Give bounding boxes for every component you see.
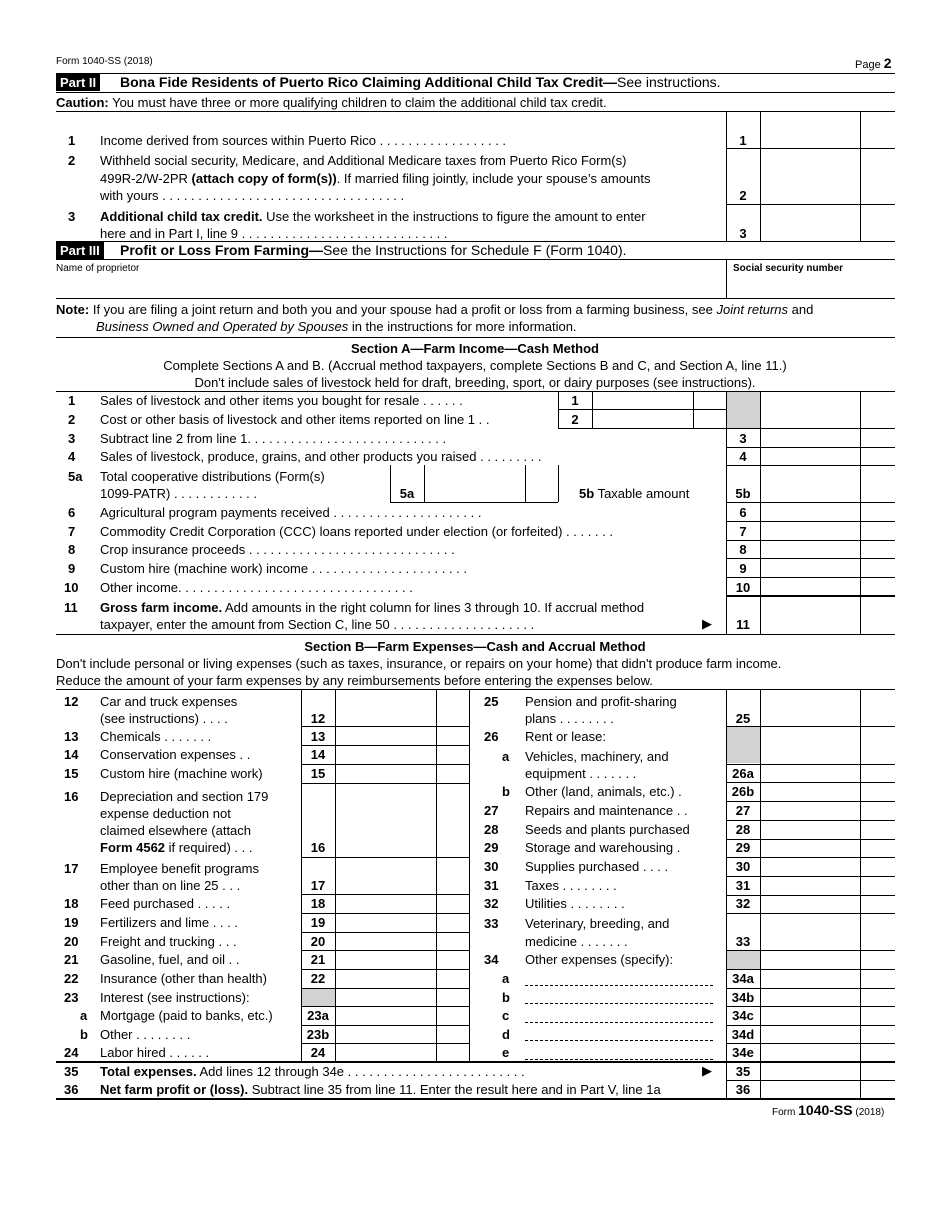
sb-line26b-text: Other (land, animals, etc.) . xyxy=(525,784,682,799)
sb-line15-box: 15 xyxy=(310,766,326,781)
sb-line24-amount[interactable] xyxy=(336,1044,436,1061)
sb-line23b-label: Other xyxy=(100,1027,133,1042)
p2-line2-text-a: Withheld social security, Medicare, and Additional Medicare taxes from Puerto Rico Form(s) xyxy=(100,153,627,168)
sb-line23b-text: Other . . . . . . . . xyxy=(100,1027,191,1042)
sb-line18-label: Feed purchased xyxy=(100,896,194,911)
sb-line26a-label-b: equipment xyxy=(525,766,586,781)
sb-line28-box: 28 xyxy=(735,822,751,837)
sa-line7-label: Commodity Credit Corporation (CCC) loans reported under election (or forfeited) xyxy=(100,524,563,539)
sb-line25-num: 25 xyxy=(484,694,499,709)
sa-line8-amount[interactable] xyxy=(761,541,860,558)
sb-line18-amount[interactable] xyxy=(336,895,436,912)
sa-line9-box: 9 xyxy=(739,561,747,576)
form-id-header: Form 1040-SS (2018) xyxy=(56,56,153,67)
sb-line24-text: Labor hired . . . . . . xyxy=(100,1045,210,1060)
note-line-b xyxy=(96,319,577,334)
p2-line2-label-c: with yours xyxy=(100,188,159,203)
sb-line29-label: Storage and warehousing xyxy=(525,840,674,855)
sb-line27-text: Repairs and maintenance . . xyxy=(525,803,688,818)
part2-title xyxy=(120,74,721,91)
sb-line18-num: 18 xyxy=(64,896,79,911)
sa-line11-text-b: taxpayer, enter the amount from Section C, line 50 . . . . . . . . . . . . . . . . . . . . xyxy=(100,617,535,632)
sb-line22-text: Insurance (other than health) xyxy=(100,971,267,986)
sb-line18-text: Feed purchased . . . . . xyxy=(100,896,231,911)
sb-line30-num: 30 xyxy=(484,859,499,874)
sa-line3-amount[interactable] xyxy=(761,429,860,446)
sb-line23b-box: 23b xyxy=(306,1027,330,1042)
sb-line34b-amount[interactable] xyxy=(761,989,860,1006)
sb-line12-amount[interactable] xyxy=(336,690,436,725)
sb-line32-text: Utilities . . . . . . . . xyxy=(525,896,625,911)
sb-line24-label: Labor hired xyxy=(100,1045,166,1060)
p2-line2-text-b2: . If married filing jointly, include your spouse’s amounts xyxy=(336,171,651,186)
p2-line1-amount[interactable] xyxy=(761,112,860,148)
sa-line1-box: 1 xyxy=(571,393,579,408)
sb-line25-text-b: plans . . . . . . . . xyxy=(525,711,614,726)
sb-line34c-specify[interactable] xyxy=(525,1022,713,1023)
sb-line20-amount[interactable] xyxy=(336,933,436,950)
sb-line14-text: Conservation expenses . . xyxy=(100,747,251,762)
note-text-a: If you are filing a joint return and both you and your spouse had a profit or loss from a farming business, see xyxy=(89,302,717,317)
sa-line1-num: 1 xyxy=(68,393,76,408)
sa-line11-text-a xyxy=(100,600,644,615)
sb-line16-label-d: if required) xyxy=(165,840,231,855)
sa-line8-box: 8 xyxy=(739,542,747,557)
sb-line34d-amount[interactable] xyxy=(761,1026,860,1043)
sa-line11-num: 11 xyxy=(64,600,78,615)
sa-line7-text: Commodity Credit Corporation (CCC) loans reported under election (or forfeited) . . . . . . . xyxy=(100,524,613,539)
sb-line31-num: 31 xyxy=(484,878,499,893)
sb-line26b-letter: b xyxy=(502,784,510,799)
sb-line26a-text-b: equipment . . . . . . . xyxy=(525,766,637,781)
sa-line10-amount[interactable] xyxy=(761,578,860,595)
sb-line30-box: 30 xyxy=(735,859,751,874)
sa-line5b-box: 5b xyxy=(735,486,751,501)
sb-line30-text: Supplies purchased . . . . xyxy=(525,859,669,874)
sb-line19-box: 19 xyxy=(310,915,326,930)
sa-line4-label: Sales of livestock, produce, grains, and other products you raised xyxy=(100,449,477,464)
p2-line3-amount[interactable] xyxy=(761,205,860,241)
sb-line36-label: Subtract line 35 from line 11. Enter the result here and in Part V, line 1a xyxy=(248,1082,661,1097)
sa-line6-num: 6 xyxy=(68,505,76,520)
sb-line19-label: Fertilizers and lime xyxy=(100,915,210,930)
sb-line33-num: 33 xyxy=(484,916,499,931)
note-italic-a: Joint returns xyxy=(716,302,789,317)
p2-line3-label-a: Use the worksheet in the instructions to figure the amount to enter xyxy=(262,209,646,224)
part3-title xyxy=(120,242,627,259)
sb-line23b-letter: b xyxy=(80,1027,88,1042)
part2-caution xyxy=(56,95,607,110)
sb-line26a-text-a: Vehicles, machinery, and xyxy=(525,749,669,764)
sb-line14-label: Conservation expenses xyxy=(100,747,236,762)
sb-line18-box: 18 xyxy=(310,896,326,911)
section-a-sub1: Complete Sections A and B. (Accrual method taxpayers, complete Sections B and C, and Section A, line 11.) xyxy=(163,358,787,373)
sa-line5a-amount[interactable] xyxy=(425,466,525,501)
caution-label: Caution: xyxy=(56,95,109,110)
sb-line32-box: 32 xyxy=(735,896,751,911)
sb-line26-num: 26 xyxy=(484,729,499,744)
sb-line17-label-b: other than on line 25 xyxy=(100,878,219,893)
sb-line25-label-b: plans xyxy=(525,711,557,726)
p2-line3-text-a xyxy=(100,209,646,224)
sa-line9-amount[interactable] xyxy=(761,559,860,576)
footer-form-num: 1040-SS xyxy=(798,1102,853,1118)
sb-line23-num: 23 xyxy=(64,990,79,1005)
sb-line22-num: 22 xyxy=(64,971,79,986)
sa-line4-num: 4 xyxy=(68,449,76,464)
sb-line36-amount[interactable] xyxy=(761,1081,860,1098)
sa-line5b-text xyxy=(579,486,689,501)
sb-line36-box: 36 xyxy=(735,1082,751,1097)
p2-line3-text-b: here and in Part I, line 9 . . . . . . . . . . . . . . . . . . . . . . . . . . . . . xyxy=(100,226,448,241)
sa-line2-num: 2 xyxy=(68,412,76,427)
sa-line2-text: Cost or other basis of livestock and other items reported on line 1 . . xyxy=(100,412,490,427)
page-number: 2 xyxy=(883,55,892,71)
part3-title-bold: Profit or Loss From Farming— xyxy=(120,242,324,258)
sb-line20-text: Freight and trucking . . . xyxy=(100,934,237,949)
sa-line11-label-a: Add amounts in the right column for lines 3 through 10. If accrual method xyxy=(222,600,645,615)
sa-line5b-label: 5b xyxy=(579,486,595,501)
sa-line1-text: Sales of livestock and other items you bought for resale . . . . . . xyxy=(100,393,463,408)
sb-line29-amount[interactable] xyxy=(761,840,860,857)
sb-line14-num: 14 xyxy=(64,747,79,762)
sb-line21-num: 21 xyxy=(64,952,79,967)
sb-line12-label-b: (see instructions) xyxy=(100,711,199,726)
sb-line20-label: Freight and trucking xyxy=(100,934,215,949)
sa-line2-box: 2 xyxy=(571,412,579,427)
sa-line9-num: 9 xyxy=(68,561,76,576)
footer-form-word: Form xyxy=(772,1107,796,1118)
sb-line34e-specify[interactable] xyxy=(525,1059,713,1060)
sa-line9-label: Custom hire (machine work) income xyxy=(100,561,309,576)
sa-line5a-text-a: Total cooperative distributions (Form(s) xyxy=(100,469,325,484)
sb-line33-text-a: Veterinary, breeding, and xyxy=(525,916,670,931)
sb-line34a-specify[interactable] xyxy=(525,985,713,986)
sb-line16-text-b: expense deduction not xyxy=(100,806,231,821)
sb-line13-text: Chemicals . . . . . . . xyxy=(100,729,212,744)
sa-line5a-label-b: 1099-PATR) xyxy=(100,486,171,501)
sb-line31-box: 31 xyxy=(735,878,751,893)
sb-line13-num: 13 xyxy=(64,729,79,744)
sb-line17-num: 17 xyxy=(64,861,79,876)
sb-line35-bold: Total expenses. xyxy=(100,1064,197,1079)
sa-line6-text: Agricultural program payments received . . . . . . . . . . . . . . . . . . . . . xyxy=(100,505,482,520)
p2-line2-num: 2 xyxy=(68,153,76,168)
p2-line3-box: 3 xyxy=(739,226,747,241)
ssn-label: Social security number xyxy=(733,263,844,274)
sb-line28-amount[interactable] xyxy=(761,821,860,838)
caution-text: You must have three or more qualifying children to claim the additional child tax credit. xyxy=(108,95,607,110)
sb-line35-text: Total expenses. Add lines 12 through 34e . . . . . . . . . . . . . . . . . . . . . . . . . xyxy=(100,1064,525,1079)
sb-line34e-box: 34e xyxy=(732,1045,754,1060)
sb-line27-num: 27 xyxy=(484,803,499,818)
sb-line24-box: 24 xyxy=(310,1045,326,1060)
sb-line33-box: 33 xyxy=(735,934,751,949)
sa-line3-num: 3 xyxy=(68,431,76,446)
sa-line1-label: Sales of livestock and other items you bought for resale xyxy=(100,393,420,408)
sa-line10-label: Other income xyxy=(100,580,179,595)
sb-line23-text: Interest (see instructions): xyxy=(100,990,250,1005)
sa-line4-box: 4 xyxy=(739,449,747,464)
sb-line35-amount[interactable] xyxy=(761,1063,860,1080)
sa-line10-box: 10 xyxy=(735,580,751,595)
sb-line29-text: Storage and warehousing . xyxy=(525,840,681,855)
sa-line6-amount[interactable] xyxy=(761,503,860,520)
note-italic-b: Business Owned and Operated by Spouses xyxy=(96,319,349,334)
ssn-field[interactable] xyxy=(730,275,892,297)
sb-line16-amount[interactable] xyxy=(336,784,436,856)
sb-line26a-letter: a xyxy=(502,749,510,764)
sb-line20-box: 20 xyxy=(310,934,326,949)
sb-line32-num: 32 xyxy=(484,896,499,911)
sb-line21-amount[interactable] xyxy=(336,951,436,968)
sb-line15-amount[interactable] xyxy=(336,765,436,782)
sa-line5a-box: 5a xyxy=(399,486,415,501)
sb-line12-box: 12 xyxy=(310,711,326,726)
sb-line34e-amount[interactable] xyxy=(761,1044,860,1061)
sb-line23a-letter: a xyxy=(80,1008,88,1023)
sb-line36-num: 36 xyxy=(64,1082,79,1097)
sa-line7-amount[interactable] xyxy=(761,522,860,539)
sb-line34b-box: 34b xyxy=(731,990,755,1005)
sb-line14-amount[interactable] xyxy=(336,746,436,763)
sb-line13-amount[interactable] xyxy=(336,727,436,744)
section-b-title: Section B—Farm Expenses—Cash and Accrual Method xyxy=(304,639,646,654)
sb-line23a-text: Mortgage (paid to banks, etc.) xyxy=(100,1008,273,1023)
sb-line34a-box: 34a xyxy=(732,971,754,986)
sb-line26b-box: 26b xyxy=(731,784,755,799)
sb-line26a-amount[interactable] xyxy=(761,765,860,782)
sb-line34c-amount[interactable] xyxy=(761,1007,860,1024)
sa-line6-box: 6 xyxy=(739,505,747,520)
sb-line22-box: 22 xyxy=(310,971,326,986)
sa-line2-label: Cost or other basis of livestock and other items reported on line 1 xyxy=(100,412,476,427)
sb-line33-amount[interactable] xyxy=(761,914,860,949)
sb-line35-num: 35 xyxy=(64,1064,79,1079)
sb-line25-amount[interactable] xyxy=(761,690,860,725)
sa-line5b-amount[interactable] xyxy=(761,466,860,501)
name-of-proprietor-field[interactable] xyxy=(56,275,724,297)
sa-line7-box: 7 xyxy=(739,524,747,539)
sb-line26b-label: Other (land, animals, etc.) xyxy=(525,784,675,799)
p2-line2-box: 2 xyxy=(739,188,747,203)
part3-title-suffix: See the Instructions for Schedule F (Form 1040). xyxy=(323,242,627,258)
sb-line27-amount[interactable] xyxy=(761,802,860,819)
p2-line1-num: 1 xyxy=(68,133,76,148)
sb-line31-text: Taxes . . . . . . . . xyxy=(525,878,617,893)
sb-line34c-box: 34c xyxy=(732,1008,754,1023)
sa-line4-amount[interactable] xyxy=(761,448,860,465)
sb-line16-form4562: Form 4562 xyxy=(100,840,166,855)
sb-line16-box: 16 xyxy=(310,840,326,855)
name-of-proprietor-label: Name of proprietor xyxy=(56,263,140,274)
p2-line3-num: 3 xyxy=(68,209,76,224)
sb-line34d-specify[interactable] xyxy=(525,1040,713,1041)
sa-line3-label: Subtract line 2 from line 1 xyxy=(100,431,248,446)
sa-line10-text: Other income. . . . . . . . . . . . . . . . . . . . . . . . . . . . . . . . . xyxy=(100,580,413,595)
note-label: Note: xyxy=(56,302,90,317)
sb-line36-bold: Net farm profit or (loss). xyxy=(100,1082,249,1097)
sb-line26b-amount[interactable] xyxy=(761,783,860,800)
sa-line3-box: 3 xyxy=(739,431,747,446)
sb-line12-text-b: (see instructions) . . . . xyxy=(100,711,228,726)
note-text-b: in the instructions for more information. xyxy=(348,319,577,334)
sb-line31-label: Taxes xyxy=(525,878,559,893)
sb-line28-num: 28 xyxy=(484,822,499,837)
footer-form-id xyxy=(772,1102,884,1118)
sb-line30-amount[interactable] xyxy=(761,858,860,875)
sb-line36-text xyxy=(100,1082,661,1097)
sb-line13-box: 13 xyxy=(310,729,326,744)
sa-line11-box: 11 xyxy=(736,617,750,632)
sb-line26a-box: 26a xyxy=(732,766,754,781)
sa-line11-arrow-icon: ▶ xyxy=(702,616,712,631)
footer-year: (2018) xyxy=(855,1107,885,1118)
sb-line34a-letter: a xyxy=(502,971,510,986)
part3-tag: Part III xyxy=(56,242,104,259)
sb-line33-label-b: medicine xyxy=(525,934,578,949)
section-a-title: Section A—Farm Income—Cash Method xyxy=(351,341,599,356)
sb-line34c-letter: c xyxy=(502,1008,510,1023)
sb-line21-label: Gasoline, fuel, and oil xyxy=(100,952,226,967)
sa-line7-num: 7 xyxy=(68,524,76,539)
sa-line6-label: Agricultural program payments received xyxy=(100,505,330,520)
sb-line29-num: 29 xyxy=(484,840,499,855)
sb-line15-num: 15 xyxy=(64,766,79,781)
section-b-sub1: Don't include personal or living expenses (such as taxes, insurance, or repairs on your home) that didn't produce farm income. xyxy=(56,656,782,671)
sa-line8-label: Crop insurance proceeds xyxy=(100,542,246,557)
note-text-a-end: and xyxy=(788,302,814,317)
page-label xyxy=(855,55,892,71)
sb-line17-text-b: other than on line 25 . . . xyxy=(100,878,241,893)
sb-line19-text: Fertilizers and lime . . . . xyxy=(100,915,238,930)
section-a-sub2: Don't include sales of livestock held for draft, breeding, sport, or dairy purposes (see instructions). xyxy=(194,375,756,390)
sb-line16-text-d: Form 4562 if required) . . . xyxy=(100,840,253,855)
part2-title-bold: Bona Fide Residents of Puerto Rico Claiming Additional Child Tax Credit— xyxy=(120,74,618,90)
p2-line1-label: Income derived from sources within Puerto Rico xyxy=(100,133,377,148)
sb-line32-label: Utilities xyxy=(525,896,567,911)
p2-line1-box: 1 xyxy=(739,133,747,148)
sb-line30-label: Supplies purchased xyxy=(525,859,640,874)
sa-line11-label-b: taxpayer, enter the amount from Section C, line 50 xyxy=(100,617,390,632)
sb-line34b-letter: b xyxy=(502,990,510,1005)
sb-line17-box: 17 xyxy=(310,878,326,893)
sb-line34d-box: 34d xyxy=(731,1027,755,1042)
sb-line25-box: 25 xyxy=(735,711,751,726)
sb-line16-num: 16 xyxy=(64,789,79,804)
sb-line21-box: 21 xyxy=(310,952,326,967)
sb-line15-text: Custom hire (machine work) xyxy=(100,766,263,781)
p2-line2-attach: (attach copy of form(s)) xyxy=(191,171,337,186)
sb-line25-text-a: Pension and profit-sharing xyxy=(525,694,677,709)
sb-line16-text-c: claimed elsewhere (attach xyxy=(100,823,252,838)
sb-line34-text: Other expenses (specify): xyxy=(525,952,674,967)
sa-line4-text: Sales of livestock, produce, grains, and other products you raised . . . . . . . . . xyxy=(100,449,542,464)
p2-line2-text-c: with yours . . . . . . . . . . . . . . . . . . . . . . . . . . . . . . . . . . xyxy=(100,188,405,203)
sb-line34e-letter: e xyxy=(502,1045,510,1060)
sb-line26-text: Rent or lease: xyxy=(525,729,606,744)
section-b-sub2: Reduce the amount of your farm expenses by any reimbursements before entering the expenses below. xyxy=(56,673,653,688)
sa-line11-bold: Gross farm income. xyxy=(100,600,223,615)
sa-line2-amount[interactable] xyxy=(593,410,693,427)
sa-line8-text: Crop insurance proceeds . . . . . . . . . . . . . . . . . . . . . . . . . . . . . xyxy=(100,542,455,557)
sb-line35-box: 35 xyxy=(735,1064,751,1079)
sb-line14-box: 14 xyxy=(310,747,326,762)
sb-line16-text-a: Depreciation and section 179 xyxy=(100,789,269,804)
sb-line13-label: Chemicals xyxy=(100,729,161,744)
sb-line35-arrow-icon: ▶ xyxy=(702,1063,712,1078)
sa-line8-num: 8 xyxy=(68,542,76,557)
page-label-text: Page xyxy=(855,59,881,71)
sb-line33-text-b: medicine . . . . . . . xyxy=(525,934,628,949)
sb-line17-amount[interactable] xyxy=(336,858,436,893)
sa-line9-text: Custom hire (machine work) income . . . . . . . . . . . . . . . . . . . . . . xyxy=(100,561,467,576)
sb-line27-label: Repairs and maintenance xyxy=(525,803,674,818)
sb-line12-text-a: Car and truck expenses xyxy=(100,694,238,709)
sb-line27-box: 27 xyxy=(735,803,751,818)
sa-line5b-taxable: Taxable amount xyxy=(597,486,690,501)
sb-line28-text: Seeds and plants purchased xyxy=(525,822,690,837)
p2-line1-text: Income derived from sources within Puerto Rico . . . . . . . . . . . . . . . . . . xyxy=(100,133,507,148)
sa-line11-amount[interactable] xyxy=(761,598,860,633)
sb-line23a-amount[interactable] xyxy=(336,1007,436,1024)
sb-line23b-amount[interactable] xyxy=(336,1026,436,1043)
p2-line2-text-b1: 499R-2/W-2PR xyxy=(100,171,192,186)
note-line-a xyxy=(56,302,813,317)
sb-line24-num: 24 xyxy=(64,1045,79,1060)
sb-line22-amount[interactable] xyxy=(336,970,436,987)
sb-line34-num: 34 xyxy=(484,952,499,967)
sa-line5a-num: 5a xyxy=(68,469,83,484)
sb-line32-amount[interactable] xyxy=(761,896,860,913)
sb-line34a-amount[interactable] xyxy=(761,970,860,987)
sb-line21-text: Gasoline, fuel, and oil . . xyxy=(100,952,240,967)
sb-line31-amount[interactable] xyxy=(761,877,860,894)
p2-line3-bold: Additional child tax credit. xyxy=(100,209,263,224)
sb-line34b-specify[interactable] xyxy=(525,1003,713,1004)
sb-line19-num: 19 xyxy=(64,915,79,930)
sb-line12-num: 12 xyxy=(64,694,79,709)
sb-line17-text-a: Employee benefit programs xyxy=(100,861,259,876)
sa-line1-amount[interactable] xyxy=(593,392,693,409)
sa-line5a-text-b: 1099-PATR) . . . . . . . . . . . . xyxy=(100,486,258,501)
part2-tag: Part II xyxy=(56,74,100,91)
sb-line23a-box: 23a xyxy=(307,1008,329,1023)
p2-line2-amount[interactable] xyxy=(761,149,860,204)
sb-line20-num: 20 xyxy=(64,934,79,949)
sb-line29-box: 29 xyxy=(735,840,751,855)
sa-line10-num: 10 xyxy=(64,580,79,595)
p2-line2-text-b xyxy=(100,171,651,186)
sa-line3-text: Subtract line 2 from line 1. . . . . . . . . . . . . . . . . . . . . . . . . . . . xyxy=(100,431,447,446)
sb-line34d-letter: d xyxy=(502,1027,510,1042)
p2-line3-label-b: here and in Part I, line 9 xyxy=(100,226,239,241)
sb-line35-label: Add lines 12 through 34e xyxy=(196,1064,345,1079)
sb-line19-amount[interactable] xyxy=(336,914,436,931)
part2-title-suffix: See instructions. xyxy=(617,74,721,90)
